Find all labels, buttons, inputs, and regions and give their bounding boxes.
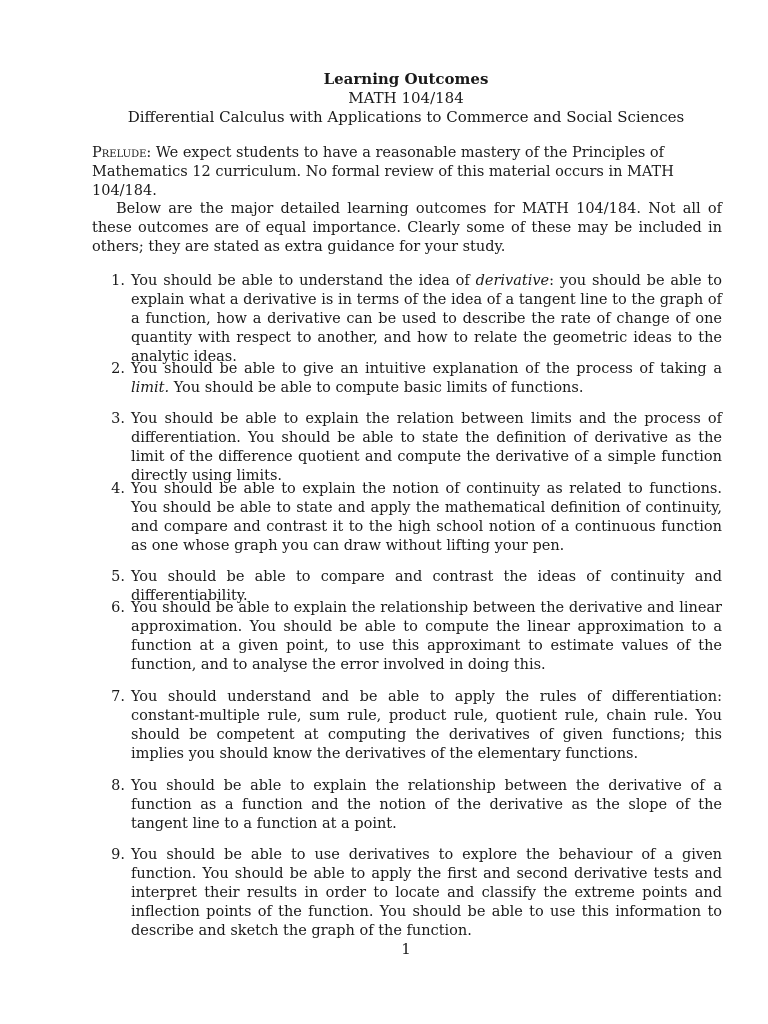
item-text-part: You should be able to explain the notion of continuity as related to functions. You should be able to state and apply the mathematical definition of continuity, and compare and contrast it to the high school notion of a continuous function as one whose graph you can draw without lifting your pen. — [131, 481, 722, 554]
item-text — [131, 360, 722, 398]
list-item — [92, 846, 722, 941]
item-text-part: You should be able to explain the relationship between the derivative of a function as a function and the notion of the derivative as the slope of the tangent line to a function at a point. — [131, 778, 722, 832]
prelude-text: We expect students to have a reasonable mastery of the Principles of Mathematics 12 curriculum. No formal review of this material occurs in MATH 104/184. — [92, 145, 674, 199]
item-number: 1. — [111, 273, 125, 289]
list-item — [92, 599, 722, 675]
item-text — [131, 846, 722, 941]
page-number: 1 — [401, 940, 411, 958]
prelude-paragraph — [92, 144, 722, 201]
prelude-label: Prelude: — [92, 145, 152, 161]
item-text-part: You should be able to explain the relationship between the derivative and linear approximation. You should be able to compute the linear approximation to a function at a given point, to use this approximant to estimate values of the function, and to analyse the error involved in doing this. — [131, 600, 722, 673]
item-number: 7. — [111, 689, 125, 705]
item-number: 8. — [111, 778, 125, 794]
item-number: 9. — [111, 847, 125, 863]
item-text — [131, 410, 722, 486]
intro-paragraph: Below are the major detailed learning outcomes for MATH 104/184. Not all of these outcomes are of equal importance. Clearly some of these may be included in others; they are stated as extra guidance for your study. — [92, 201, 722, 255]
item-text-part: You should understand and be able to apply the rules of differentiation: constant-multiple rule, sum rule, product rule, quotient rule, chain rule. You should be competent at computing the derivatives of given functions; this implies you should know the derivatives of the elementary functions. — [131, 689, 722, 762]
list-item — [92, 777, 722, 834]
item-text — [131, 272, 722, 367]
item-number: 6. — [111, 600, 125, 616]
item-text — [131, 599, 722, 675]
item-text-part: You should be able to understand the idea of — [131, 273, 476, 289]
course-code: MATH 104/184 — [348, 89, 464, 107]
list-item — [92, 410, 722, 486]
item-text — [131, 688, 722, 764]
list-item — [92, 480, 722, 556]
item-text-part: You should be able to use derivatives to explore the behaviour of a given function. You should be able to apply the first and second derivative tests and interpret their results in order to locate and classify the extreme points and inflection points of the function. You should be able to use this information to describe and sketch the graph of the function. — [131, 847, 722, 939]
document-title: Learning Outcomes — [323, 70, 489, 88]
list-item — [92, 688, 722, 764]
item-number: 2. — [111, 361, 125, 377]
item-text-part: You should be able to compare and contrast the ideas of continuity and differentiability. — [131, 569, 722, 604]
item-text — [131, 480, 722, 556]
item-text — [131, 777, 722, 834]
title-block — [0, 70, 768, 127]
item-text-part: You should be able to explain the relation between limits and the process of differentiation. You should be able to state the definition of derivative as the limit of the difference quotient and compute the derivative of a simple function directly using limits. — [131, 411, 722, 484]
item-text-part: You should be able to give an intuitive explanation of the process of taking a — [131, 361, 722, 377]
item-text-emphasis: derivative — [475, 273, 550, 289]
list-item — [92, 360, 722, 398]
item-number: 4. — [111, 481, 125, 497]
item-number: 3. — [111, 411, 125, 427]
item-number: 5. — [111, 569, 125, 585]
item-text-part: You should be able to compute basic limits of functions. — [169, 380, 584, 396]
list-item — [92, 272, 722, 367]
item-text-emphasis: limit. — [131, 380, 170, 396]
course-subtitle: Differential Calculus with Applications to Commerce and Social Sciences — [127, 108, 685, 126]
item-text-part: : you should be able to explain what a derivative is in terms of the idea of a tangent line to the graph of a function, how a derivative can be used to describe the rate of change of one quantity with respect to another, and how to relate the geometric ideas to the analytic ideas. — [131, 273, 722, 365]
